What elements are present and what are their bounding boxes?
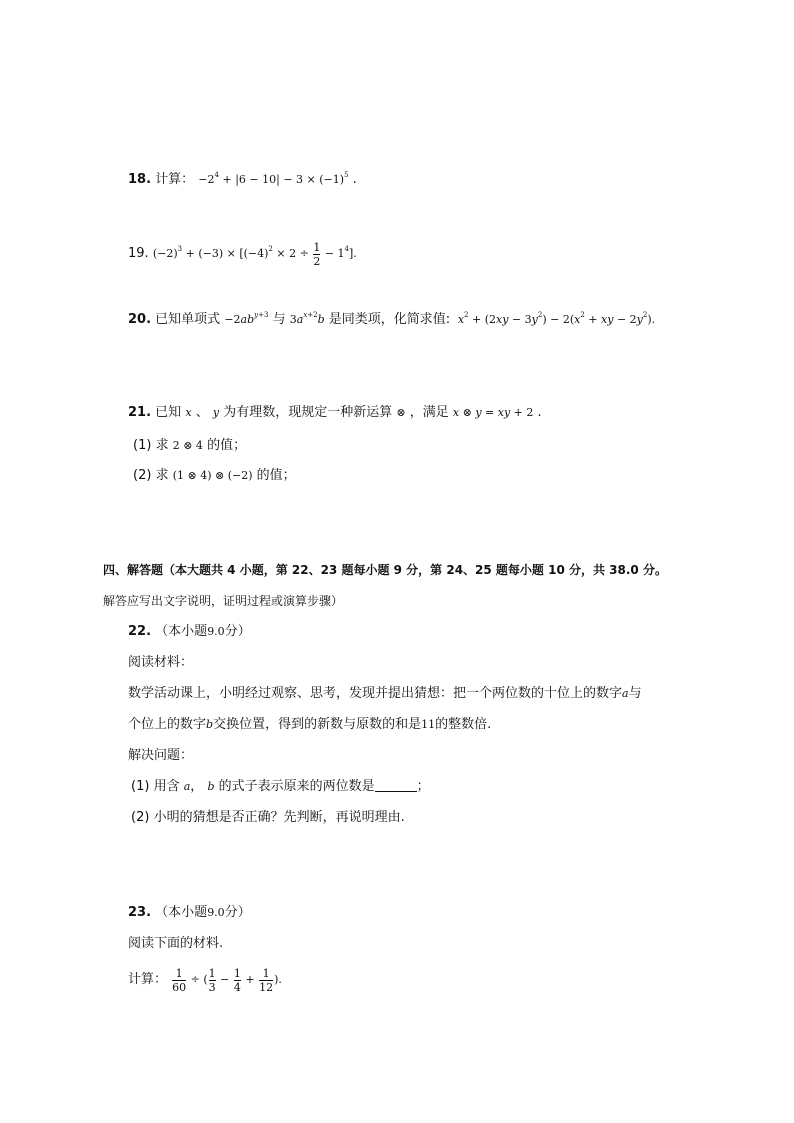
- variable-a: a: [183, 780, 191, 793]
- section-heading: 四、解答题（本大题共 4 小题，第 22、23 题每小题 9 分，第 24、25 题每小题 10 分，共 38.0 分。: [103, 563, 667, 577]
- variable-b: b: [207, 780, 215, 793]
- part-text: 用含: [153, 779, 180, 794]
- part-label: (1): [133, 438, 152, 453]
- question-text: 已知: [155, 405, 182, 420]
- fraction: $\frac{1}{60}$: [172, 966, 187, 994]
- question-23-header: [128, 903, 251, 923]
- fraction: $\frac{1}{4}$: [233, 966, 241, 994]
- fraction: $\frac{1}{12}$: [259, 966, 274, 994]
- part-label: (2): [133, 468, 152, 483]
- monomial-2: $3a^{x+2}b$: [289, 311, 325, 326]
- operation-rule: x ⊗ y = xy + 2: [452, 406, 534, 419]
- question-21-part-1: [133, 436, 246, 456]
- period: .: [537, 405, 542, 420]
- material-text: 与: [628, 686, 642, 701]
- part-text: 的式子表示原来的两位数是: [218, 779, 375, 794]
- solve-problem-label: 解决问题：: [128, 748, 194, 763]
- material-text: 交换位置，得到的新数与原数的和是: [213, 717, 422, 732]
- variable-b: b: [206, 718, 214, 731]
- question-number: 23.: [128, 905, 152, 920]
- question-21-part-2: [133, 466, 296, 486]
- material-text: 数学活动课上，小明经过观察、思考，发现并提出猜想：把一个两位数的十位上的数字: [128, 686, 623, 701]
- part-label: (2): [131, 810, 150, 825]
- reading-instruction: 阅读下面的材料.: [128, 936, 224, 951]
- question-text: 已知单项式: [155, 312, 221, 327]
- score-text: （本小题: [155, 624, 208, 639]
- question-22-header: [128, 622, 251, 642]
- part-label: (1): [131, 779, 150, 794]
- question-20: [128, 310, 655, 330]
- monomial-1: $-2ab^{y+3}$: [224, 311, 269, 326]
- math-expression: $(-2)^3 + (-3) \times [(-4)^2 \times 2$ ÷ $\frac{1}{2}$ − $1^4$].: [152, 240, 357, 268]
- part-text: 求: [155, 468, 169, 483]
- math-expression: $\frac{1}{60}$ ÷ ( $\frac{1}{3}$ − $\frac{1}{4}$ + $\frac{1}{12}$ ).: [172, 966, 282, 994]
- fraction: $\frac{1}{3}$: [208, 966, 216, 994]
- question-label: 计算：: [155, 172, 195, 187]
- question-22-part-1: [131, 777, 430, 797]
- score-value: 9.0: [207, 906, 225, 919]
- math-expression: (1 ⊗ 4) ⊗ (−2): [172, 469, 253, 482]
- score-text: 分）: [224, 624, 251, 639]
- number-11: 11: [421, 718, 436, 731]
- math-expression: $-2^4 + |6 - 10| - 3 \times (-1)^5$: [198, 171, 349, 186]
- material-text: 的整数倍.: [435, 717, 492, 732]
- question-text: 、: [195, 405, 209, 420]
- question-text: 为有理数，现规定一种新运算: [223, 405, 393, 420]
- score-value: 9.0: [207, 625, 225, 638]
- question-text: ，满足: [409, 405, 449, 420]
- question-number: 18.: [128, 172, 152, 187]
- fraction: $\frac{1}{2}$: [313, 240, 321, 268]
- question-number: 21.: [128, 405, 152, 420]
- score-text: （本小题: [155, 905, 208, 920]
- part-text: 的值；: [256, 468, 296, 483]
- period: .: [352, 172, 357, 187]
- question-23-calc: [128, 962, 282, 998]
- operator-symbol: ⊗: [396, 406, 406, 419]
- math-expression: 2 ⊗ 4: [172, 439, 203, 452]
- question-text: 与: [272, 312, 286, 327]
- question-22-part-2: [131, 808, 405, 828]
- part-text: 的值；: [207, 438, 247, 453]
- calc-label: 计算：: [128, 972, 168, 987]
- material-line-2: [128, 715, 491, 735]
- answer-blank[interactable]: [375, 777, 417, 792]
- variable-y: y: [212, 406, 220, 419]
- question-number: 20.: [128, 312, 152, 327]
- question-19: [128, 236, 357, 272]
- question-number: 19.: [128, 246, 149, 261]
- part-text: ，: [190, 779, 204, 794]
- question-number: 22.: [128, 624, 152, 639]
- reading-material-label: 阅读材料：: [128, 655, 194, 670]
- part-text: 求: [155, 438, 169, 453]
- math-expression: $x^2 + (2xy - 3y^2) - 2(x^2$ + xy − $2y^2$).: [457, 311, 656, 326]
- material-line-1: [128, 684, 642, 704]
- part-text: 小明的猜想是否正确？先判断，再说明理由.: [153, 810, 405, 825]
- section-instructions: 解答应写出文字说明，证明过程或演算步骤）: [103, 594, 344, 608]
- question-text: 是同类项，化简求值:: [328, 312, 451, 327]
- part-text: ；: [416, 779, 430, 794]
- variable-a: a: [622, 687, 629, 700]
- question-18: [128, 170, 357, 190]
- material-text: 个位上的数字: [128, 717, 207, 732]
- score-text: 分）: [224, 905, 251, 920]
- variable-x: x: [185, 406, 192, 419]
- question-21: [128, 403, 542, 423]
